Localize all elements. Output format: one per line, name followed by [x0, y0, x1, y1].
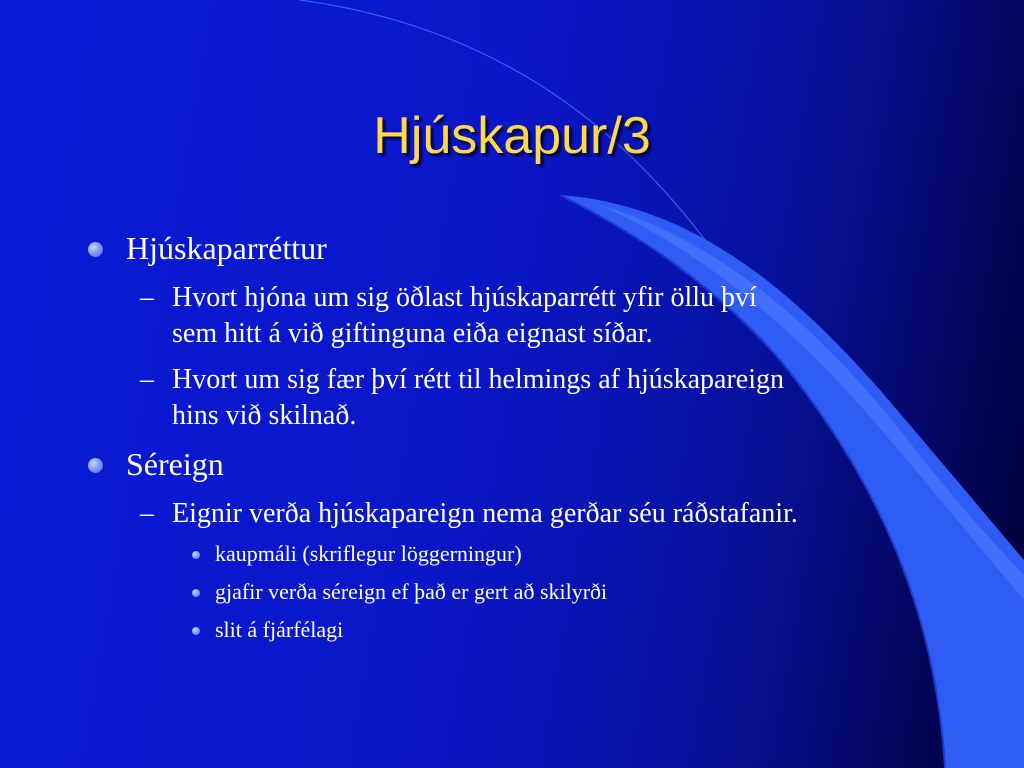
sub-bullet-line: Hvort um sig fær því rétt til helmings af hjúskapareign	[172, 364, 785, 395]
sub-bullet-text	[172, 496, 942, 532]
dash-icon: –	[140, 498, 154, 529]
slide-title: Hjúskapur/3	[373, 107, 651, 165]
round-bullet-icon	[88, 242, 103, 257]
dash-icon: –	[140, 364, 154, 395]
sub-bullet-line: Eignir verða hjúskapareign nema gerðar séu ráðstafanir.	[172, 498, 798, 529]
sub-bullet-line: Hvort hjóna um sig öðlast hjúskaparrétt yfir öllu því	[172, 282, 757, 313]
small-bullet-icon	[192, 589, 200, 597]
sub-sub-bullet-text: gjafir verða séreign ef það er gert að skilyrði	[215, 579, 608, 604]
sub-sub-bullet-text: kaupmáli (skriflegur löggerningur)	[215, 541, 522, 566]
dash-icon: –	[140, 282, 154, 313]
sub-sub-bullet-text: slit á fjárfélagi	[215, 617, 344, 642]
sub-bullet-line: hins við skilnað.	[172, 400, 357, 431]
bullet-text: Hjúskaparréttur	[126, 230, 327, 266]
sub-bullet-text	[172, 280, 942, 352]
round-bullet-icon	[88, 458, 103, 473]
bullet-text: Séreign	[126, 446, 224, 482]
sub-bullet-text	[172, 362, 942, 434]
small-bullet-icon	[192, 551, 200, 559]
small-bullet-icon	[192, 627, 200, 635]
sub-bullet-line: sem hitt á við giftinguna eiða eignast síðar.	[172, 318, 653, 349]
